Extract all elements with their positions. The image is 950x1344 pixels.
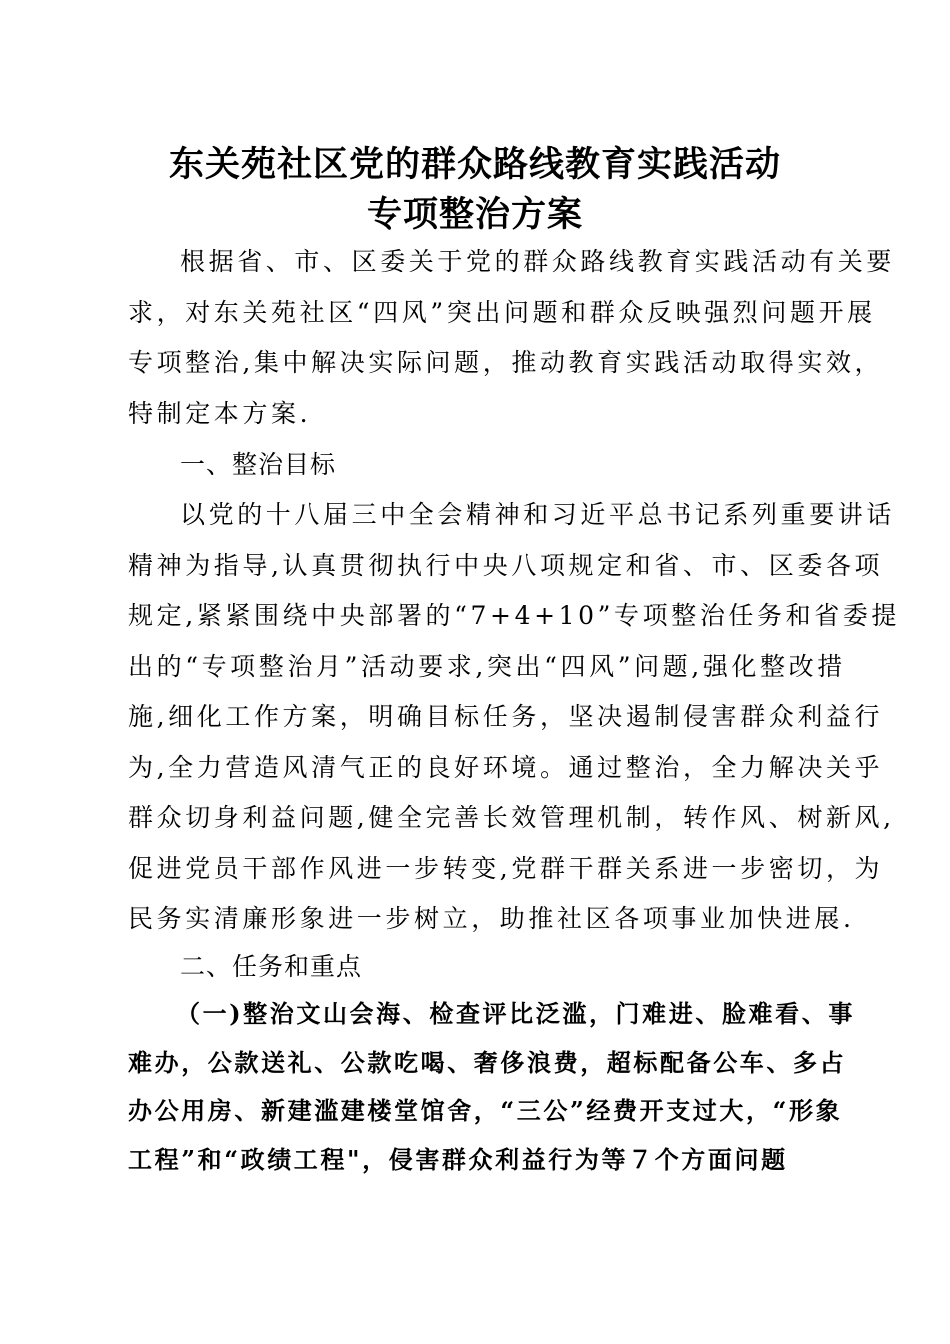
- section-heading-tasks: 二、任务和重点: [180, 952, 363, 981]
- intro-line: 特制定本方案.: [128, 398, 312, 428]
- intro-line: 专项整治,集中解决实际问题，推动教育实践活动取得实效，: [128, 348, 884, 377]
- task-1-line: 办公用房、新建滥建楼堂馆舍，“三公”经费开支过大，“形象: [128, 1096, 843, 1125]
- intro-paragraph: [128, 237, 896, 439]
- task-1-line: 难办，公款送礼、公款吃喝、奢侈浪费，超标配备公车、多占: [128, 1047, 847, 1077]
- task-1-line: （一)整治文山会海、检查评比泛滥，门难进、脸难看、事: [176, 999, 855, 1028]
- intro-line: 求，对东关苑社区“四风”突出问题和群众反映强烈问题开展: [128, 297, 876, 327]
- goals-line: 为,全力营造风清气正的良好环境。通过整治，全力解决关乎: [128, 752, 884, 782]
- goals-line: 精神为指导,认真贯彻执行中央八项规定和省、市、区委各项: [128, 550, 884, 580]
- goals-line: 规定,紧紧围绕中央部署的“7+4+10”专项整治任务和省委提: [128, 601, 901, 630]
- goals-line: 民务实清廉形象进一步树立，助推社区各项事业加快进展.: [128, 904, 855, 933]
- task-1-line: 工程”和“政绩工程"，侵害群众利益行为等７个方面问题: [128, 1144, 788, 1174]
- goals-line: 促进党员干部作风进一步转变,党群干群关系进一步密切，为: [128, 853, 884, 883]
- goals-paragraph: [128, 490, 901, 945]
- document-title-line-2: 专项整治方案: [366, 194, 583, 235]
- task-1-paragraph: [128, 990, 855, 1184]
- section-heading-goals: 一、整治目标: [180, 450, 337, 479]
- document-title-line-1: 东关苑社区党的群众路线教育实践活动: [168, 144, 781, 185]
- goals-line: 群众切身利益问题,健全完善长效管理机制，转作风、树新风,: [128, 803, 895, 832]
- goals-line: 以党的十八届三中全会精神和习近平总书记系列重要讲话: [180, 500, 896, 529]
- goals-line: 施,细化工作方案，明确目标任务，坚决遏制侵害群众利益行: [128, 702, 884, 731]
- intro-line: 根据省、市、区委关于党的群众路线教育实践活动有关要: [180, 247, 896, 276]
- goals-line: 出的“专项整治月”活动要求,突出“四风”问题,强化整改措: [128, 651, 846, 681]
